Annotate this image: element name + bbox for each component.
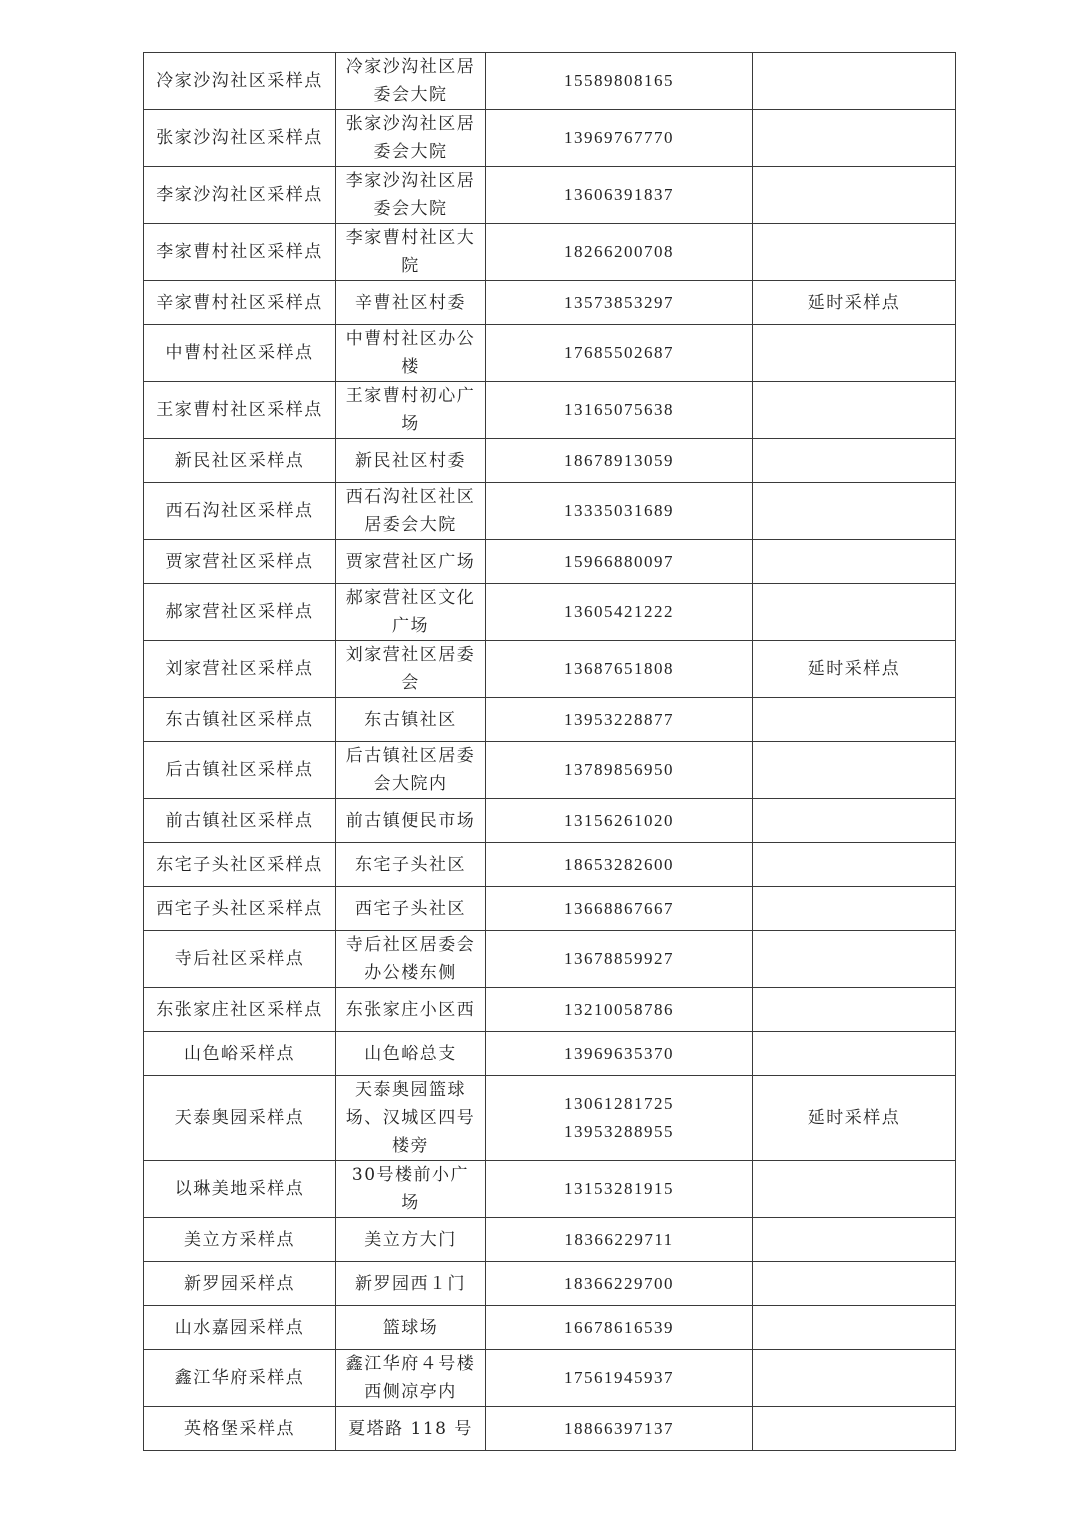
site-address-cell bbox=[336, 224, 486, 281]
table-row bbox=[144, 439, 956, 483]
phone-number: 15589808165 bbox=[564, 71, 674, 90]
phone-number: 18266200708 bbox=[564, 242, 674, 261]
contact-phone-cell bbox=[486, 843, 753, 887]
site-name-cell: 刘家营社区采样点 bbox=[144, 641, 336, 698]
phone-number: 13156261020 bbox=[564, 810, 674, 830]
contact-phone-cell bbox=[486, 1076, 753, 1161]
table-row bbox=[144, 483, 956, 540]
address-line: 后古镇社区居委 bbox=[345, 746, 476, 766]
address-line: 委会大院 bbox=[373, 142, 448, 162]
address-line: 居委会大院 bbox=[364, 515, 457, 535]
site-name-cell: 东宅子头社区采样点 bbox=[144, 843, 336, 887]
site-address-cell bbox=[336, 439, 486, 483]
remark-cell bbox=[753, 931, 956, 988]
address-line: 院 bbox=[401, 256, 420, 276]
address-line: 天泰奥园篮球 bbox=[355, 1080, 466, 1100]
phone-number: 13605421222 bbox=[564, 602, 674, 621]
contact-phone-cell bbox=[486, 1262, 753, 1306]
site-address-cell bbox=[336, 1161, 486, 1218]
contact-phone-cell bbox=[486, 325, 753, 382]
phone-number: 18366229700 bbox=[564, 1273, 674, 1293]
table-row bbox=[144, 843, 956, 887]
phone-number: 18366229711 bbox=[564, 1229, 674, 1249]
site-address-cell bbox=[336, 540, 486, 584]
remark-cell: 延时采样点 bbox=[753, 641, 956, 698]
site-address-cell bbox=[336, 641, 486, 698]
site-name-cell: 新罗园采样点 bbox=[144, 1262, 336, 1306]
site-name-cell: 冷家沙沟社区采样点 bbox=[144, 53, 336, 110]
site-name-cell: 新民社区采样点 bbox=[144, 439, 336, 483]
site-address-cell bbox=[336, 382, 486, 439]
address-line: 会 bbox=[401, 673, 420, 693]
table-row bbox=[144, 1306, 956, 1350]
site-name-cell: 李家沙沟社区采样点 bbox=[144, 167, 336, 224]
address-line: 山色峪总支 bbox=[364, 1043, 457, 1064]
contact-phone-cell bbox=[486, 53, 753, 110]
phone-number: 18678913059 bbox=[564, 450, 674, 470]
address-line: 篮球场 bbox=[382, 1317, 439, 1338]
address-line: 中曹村社区办公 bbox=[345, 329, 476, 349]
site-address-cell bbox=[336, 799, 486, 843]
phone-number: 16678616539 bbox=[564, 1317, 674, 1337]
site-name-cell: 鑫江华府采样点 bbox=[144, 1350, 336, 1407]
site-name-cell: 天泰奥园采样点 bbox=[144, 1076, 336, 1161]
site-name-cell: 英格堡采样点 bbox=[144, 1407, 336, 1451]
contact-phone-cell bbox=[486, 641, 753, 698]
phone-number: 15966880097 bbox=[564, 551, 674, 571]
address-line: 楼 bbox=[401, 357, 420, 377]
contact-phone-cell bbox=[486, 224, 753, 281]
site-name-cell: 东古镇社区采样点 bbox=[144, 698, 336, 742]
phone-number: 13789856950 bbox=[564, 760, 674, 779]
site-address-cell bbox=[336, 1076, 486, 1161]
site-address-cell bbox=[336, 584, 486, 641]
site-address-cell bbox=[336, 931, 486, 988]
contact-phone-cell bbox=[486, 1306, 753, 1350]
phone-number: 17685502687 bbox=[564, 343, 674, 362]
phone-number: 13335031689 bbox=[564, 501, 674, 520]
phone-number: 13210058786 bbox=[564, 999, 674, 1019]
site-name-cell: 寺后社区采样点 bbox=[144, 931, 336, 988]
remark-cell bbox=[753, 1350, 956, 1407]
site-address-cell bbox=[336, 325, 486, 382]
table-row bbox=[144, 584, 956, 641]
phone-number: 13153281915 bbox=[564, 1179, 674, 1198]
phone-number: 18866397137 bbox=[564, 1418, 674, 1438]
site-name-cell: 辛家曹村社区采样点 bbox=[144, 281, 336, 325]
address-line: 前古镇便民市场 bbox=[345, 810, 476, 831]
table-row bbox=[144, 540, 956, 584]
remark-cell bbox=[753, 887, 956, 931]
remark-cell bbox=[753, 540, 956, 584]
remark-cell bbox=[753, 53, 956, 110]
address-line: 广场 bbox=[392, 616, 429, 636]
address-line: 西侧凉亭内 bbox=[364, 1382, 457, 1402]
site-address-cell bbox=[336, 1350, 486, 1407]
address-line: 新民社区村委 bbox=[355, 450, 466, 471]
site-name-cell: 西宅子头社区采样点 bbox=[144, 887, 336, 931]
phone-number: 17561945937 bbox=[564, 1368, 674, 1387]
table-body bbox=[144, 53, 956, 1451]
address-line: 委会大院 bbox=[373, 199, 448, 219]
table-row bbox=[144, 325, 956, 382]
site-address-cell bbox=[336, 742, 486, 799]
phone-number: 13969767770 bbox=[564, 128, 674, 147]
table-row bbox=[144, 1407, 956, 1451]
address-line: 张家沙沟社区居 bbox=[345, 114, 476, 134]
contact-phone-cell bbox=[486, 584, 753, 641]
site-address-cell bbox=[336, 698, 486, 742]
phone-number: 13606391837 bbox=[564, 185, 674, 204]
site-name-cell: 西石沟社区采样点 bbox=[144, 483, 336, 540]
remark-cell bbox=[753, 1262, 956, 1306]
site-address-cell bbox=[336, 988, 486, 1032]
remark-cell bbox=[753, 799, 956, 843]
address-line: 美立方大门 bbox=[364, 1229, 457, 1250]
phone-number: 13573853297 bbox=[564, 292, 674, 312]
contact-phone-cell bbox=[486, 1032, 753, 1076]
table-row bbox=[144, 931, 956, 988]
site-name-cell: 山水嘉园采样点 bbox=[144, 1306, 336, 1350]
phone-number: 13061281725 bbox=[564, 1094, 674, 1113]
remark-cell bbox=[753, 1218, 956, 1262]
table-row bbox=[144, 110, 956, 167]
table-row bbox=[144, 1350, 956, 1407]
table-row bbox=[144, 281, 956, 325]
remark-cell bbox=[753, 167, 956, 224]
address-line: 郝家营社区文化 bbox=[345, 588, 476, 608]
table-row bbox=[144, 799, 956, 843]
address-line: 30号楼前小广场 bbox=[351, 1165, 470, 1213]
remark-cell: 延时采样点 bbox=[753, 1076, 956, 1161]
phone-number: 13668867667 bbox=[564, 898, 674, 918]
contact-phone-cell bbox=[486, 439, 753, 483]
phone-number: 13953228877 bbox=[564, 709, 674, 729]
table-row bbox=[144, 1032, 956, 1076]
contact-phone-cell bbox=[486, 483, 753, 540]
site-address-cell bbox=[336, 1032, 486, 1076]
site-name-cell: 贾家营社区采样点 bbox=[144, 540, 336, 584]
phone-number: 13969635370 bbox=[564, 1043, 674, 1063]
table-row bbox=[144, 641, 956, 698]
address-line: 场 bbox=[401, 414, 420, 434]
table-row bbox=[144, 742, 956, 799]
site-name-cell: 郝家营社区采样点 bbox=[144, 584, 336, 641]
site-name-cell: 山色峪采样点 bbox=[144, 1032, 336, 1076]
site-name-cell: 李家曹村社区采样点 bbox=[144, 224, 336, 281]
address-line: 寺后社区居委会 bbox=[345, 935, 476, 955]
remark-cell bbox=[753, 843, 956, 887]
table-row bbox=[144, 1076, 956, 1161]
site-address-cell bbox=[336, 110, 486, 167]
phone-number: 13953288955 bbox=[564, 1122, 674, 1141]
site-address-cell bbox=[336, 843, 486, 887]
contact-phone-cell bbox=[486, 167, 753, 224]
remark-cell bbox=[753, 483, 956, 540]
site-address-cell bbox=[336, 1218, 486, 1262]
contact-phone-cell bbox=[486, 742, 753, 799]
contact-phone-cell bbox=[486, 382, 753, 439]
contact-phone-cell bbox=[486, 1350, 753, 1407]
address-line: 李家沙沟社区居 bbox=[345, 171, 476, 191]
phone-number: 13678859927 bbox=[564, 949, 674, 968]
remark-cell bbox=[753, 988, 956, 1032]
contact-phone-cell bbox=[486, 931, 753, 988]
remark-cell bbox=[753, 1032, 956, 1076]
site-name-cell: 王家曹村社区采样点 bbox=[144, 382, 336, 439]
site-address-cell bbox=[336, 483, 486, 540]
remark-cell bbox=[753, 224, 956, 281]
contact-phone-cell bbox=[486, 988, 753, 1032]
remark-cell bbox=[753, 382, 956, 439]
remark-cell bbox=[753, 584, 956, 641]
site-name-cell: 张家沙沟社区采样点 bbox=[144, 110, 336, 167]
remark-cell bbox=[753, 698, 956, 742]
address-line: 楼旁 bbox=[392, 1136, 429, 1156]
address-line: 东古镇社区 bbox=[364, 709, 457, 730]
remark-cell bbox=[753, 110, 956, 167]
remark-cell bbox=[753, 742, 956, 799]
address-line: 西石沟社区社区 bbox=[345, 487, 476, 507]
contact-phone-cell bbox=[486, 887, 753, 931]
remark-cell bbox=[753, 1407, 956, 1451]
address-line: 刘家营社区居委 bbox=[345, 645, 476, 665]
address-line: 会大院内 bbox=[373, 774, 448, 794]
contact-phone-cell bbox=[486, 281, 753, 325]
site-address-cell bbox=[336, 281, 486, 325]
remark-cell bbox=[753, 439, 956, 483]
address-line: 李家曹村社区大 bbox=[345, 228, 476, 248]
site-name-cell: 中曹村社区采样点 bbox=[144, 325, 336, 382]
address-line: 夏塔路 118 号 bbox=[348, 1418, 473, 1439]
contact-phone-cell bbox=[486, 1161, 753, 1218]
site-name-cell: 美立方采样点 bbox=[144, 1218, 336, 1262]
contact-phone-cell bbox=[486, 1218, 753, 1262]
address-line: 新罗园西１门 bbox=[355, 1273, 466, 1294]
address-line: 辛曹社区村委 bbox=[355, 292, 466, 313]
contact-phone-cell bbox=[486, 1407, 753, 1451]
site-address-cell bbox=[336, 887, 486, 931]
table-row bbox=[144, 1262, 956, 1306]
site-address-cell bbox=[336, 53, 486, 110]
table-row bbox=[144, 698, 956, 742]
address-line: 委会大院 bbox=[373, 85, 448, 105]
table-row bbox=[144, 988, 956, 1032]
address-line: 西宅子头社区 bbox=[355, 898, 466, 919]
address-line: 鑫江华府４号楼 bbox=[345, 1354, 476, 1374]
phone-number: 13687651808 bbox=[564, 659, 674, 678]
table-row bbox=[144, 1161, 956, 1218]
remark-cell bbox=[753, 1306, 956, 1350]
remark-cell: 延时采样点 bbox=[753, 281, 956, 325]
address-line: 办公楼东侧 bbox=[364, 963, 457, 983]
site-address-cell bbox=[336, 167, 486, 224]
table-row bbox=[144, 1218, 956, 1262]
site-name-cell: 东张家庄社区采样点 bbox=[144, 988, 336, 1032]
contact-phone-cell bbox=[486, 110, 753, 167]
address-line: 王家曹村初心广 bbox=[345, 386, 476, 406]
address-line: 场、汉城区四号 bbox=[345, 1108, 476, 1128]
address-line: 冷家沙沟社区居 bbox=[345, 57, 476, 77]
table-row bbox=[144, 167, 956, 224]
phone-number: 13165075638 bbox=[564, 400, 674, 419]
contact-phone-cell bbox=[486, 698, 753, 742]
sampling-sites-table bbox=[143, 52, 956, 1451]
contact-phone-cell bbox=[486, 540, 753, 584]
site-address-cell bbox=[336, 1306, 486, 1350]
remark-cell bbox=[753, 1161, 956, 1218]
site-address-cell bbox=[336, 1262, 486, 1306]
table-row bbox=[144, 382, 956, 439]
table-row bbox=[144, 224, 956, 281]
address-line: 东张家庄小区西 bbox=[345, 999, 476, 1020]
address-line: 贾家营社区广场 bbox=[345, 551, 476, 572]
phone-number: 18653282600 bbox=[564, 854, 674, 874]
site-name-cell: 前古镇社区采样点 bbox=[144, 799, 336, 843]
site-address-cell bbox=[336, 1407, 486, 1451]
site-name-cell: 以琳美地采样点 bbox=[144, 1161, 336, 1218]
address-line: 东宅子头社区 bbox=[355, 854, 466, 875]
remark-cell bbox=[753, 325, 956, 382]
table-row bbox=[144, 53, 956, 110]
contact-phone-cell bbox=[486, 799, 753, 843]
table-row bbox=[144, 887, 956, 931]
site-name-cell: 后古镇社区采样点 bbox=[144, 742, 336, 799]
